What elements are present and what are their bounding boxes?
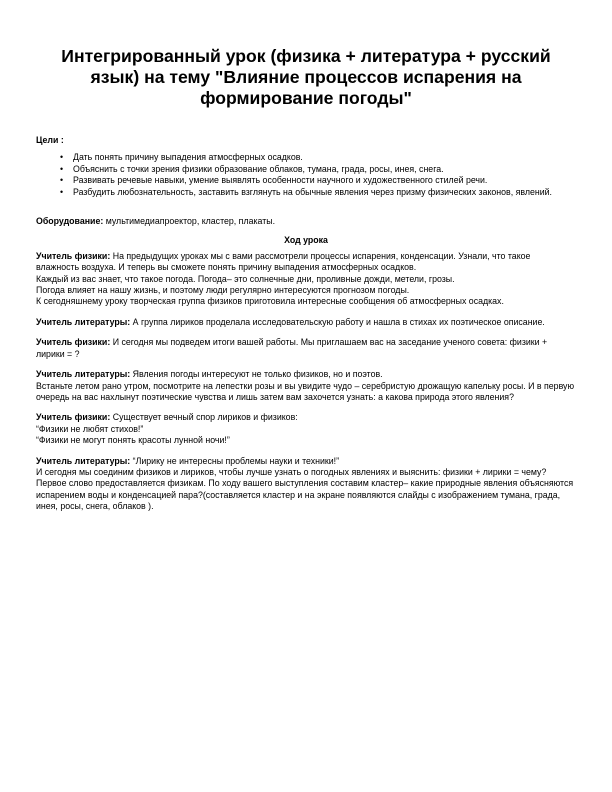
dialogue-line: “Физики не любят стихов!”: [36, 423, 144, 434]
speaker-label: Учитель литературы:: [36, 369, 131, 380]
lesson-heading: Ход урока: [284, 235, 328, 246]
dialogue-line: “Лирику не интересны проблемы науки и техники!”: [130, 455, 340, 466]
list-item: • Развивать речевые навыки, умение выявлять особенности научного и художественного стилей речи.: [60, 175, 488, 186]
bullet-icon: •: [60, 152, 64, 163]
bullet-icon: •: [60, 163, 64, 174]
speaker-label: Учитель литературы:: [36, 316, 131, 327]
equipment-line: [36, 216, 576, 227]
dialogue-line: “Физики не могут понять красоты лунной ночи!”: [36, 435, 230, 446]
speaker-label: Учитель физики:: [36, 337, 111, 348]
dialogue-block: [36, 369, 576, 403]
dialogue-block: [36, 456, 576, 513]
speaker-label: Учитель литературы:: [36, 455, 131, 466]
goals-list: [36, 152, 576, 198]
dialogue-line: К сегодняшнему уроку творческая группа физиков приготовила интересные сообщения об атмосферных осадках.: [36, 296, 504, 307]
dialogue-line: И сегодня мы соединим физиков и лириков, чтобы лучше узнать о погодных явлениях и выяснить: физики + лирики = чему?: [36, 466, 547, 477]
goals-label: Цели :: [36, 135, 64, 145]
speaker-label: Учитель физики:: [36, 250, 111, 261]
dialogue-line: Погода влияет на нашу жизнь, и поэтому люди регулярно интересуются прогнозом погоды.: [36, 285, 410, 296]
list-item: • Дать понять причину выпадения атмосферных осадков.: [60, 152, 303, 163]
dialogue-line: Явления погоды интересуют не только физиков, но и поэтов.: [130, 369, 383, 380]
dialogue-line: Первое слово предоставляется физикам. По ходу вашего выступления составим кластер– какие природные явления объясняются испарением воды и конденсацией пара?(составляется кластер и на экране появляются слайды с изображением тумана, града, инея, росы, снега, облаков ).: [36, 478, 574, 512]
dialogue-line: На предыдущих уроках мы с вами рассмотрели процессы испарения, конденсации. Узнали, что такое влажность воздуха. И теперь вы сможете понять причину выпадения атмосферных осадков.: [36, 250, 531, 273]
dialogue-line: И сегодня мы подведем итоги вашей работы. Мы приглашаем вас на заседание ученого совета: физики + лирики = ?: [36, 337, 548, 359]
equipment-label: Оборудование:: [36, 216, 104, 227]
speaker-label: Учитель физики:: [36, 412, 111, 423]
dialogue-line: Встаньте летом рано утром, посмотрите на лепестки розы и вы увидите чудо – серебристую дрожащую капельку росы. И в первую очередь на вас нахлынут поэтические чувства и лишь затем вам захочется узнать: а какова природа этого явления?: [36, 380, 575, 402]
dialogue-block: [36, 412, 576, 446]
dialogue-line: Существует вечный спор лириков и физиков:: [110, 412, 298, 423]
list-item: • Объяснить с точки зрения физики образование облаков, тумана, града, росы, инея, снега.: [60, 163, 444, 174]
document-title: Интегрированный урок (физика + литература + русский язык) на тему "Влияние процессов испарения на формирование погоды": [61, 46, 551, 108]
dialogue-block: [36, 317, 576, 328]
dialogue-line: А группа лириков проделала исследовательскую работу и нашла в стихах их поэтическое описание.: [130, 316, 545, 327]
dialogue-block: [36, 337, 576, 360]
document-page: [36, 46, 576, 522]
bullet-icon: •: [60, 186, 64, 197]
bullet-icon: •: [60, 175, 64, 186]
list-item: • Разбудить любознательность, заставить взглянуть на обычные явления через призму физических законов, явлений.: [60, 186, 552, 197]
dialogue-line: Каждый из вас знает, что такое погода. Погода– это солнечные дни, проливные дожди, метели, грозы.: [36, 273, 455, 284]
equipment-text: мультимедиапроектор, кластер, плакаты.: [103, 216, 276, 227]
dialogue-block: [36, 251, 576, 308]
